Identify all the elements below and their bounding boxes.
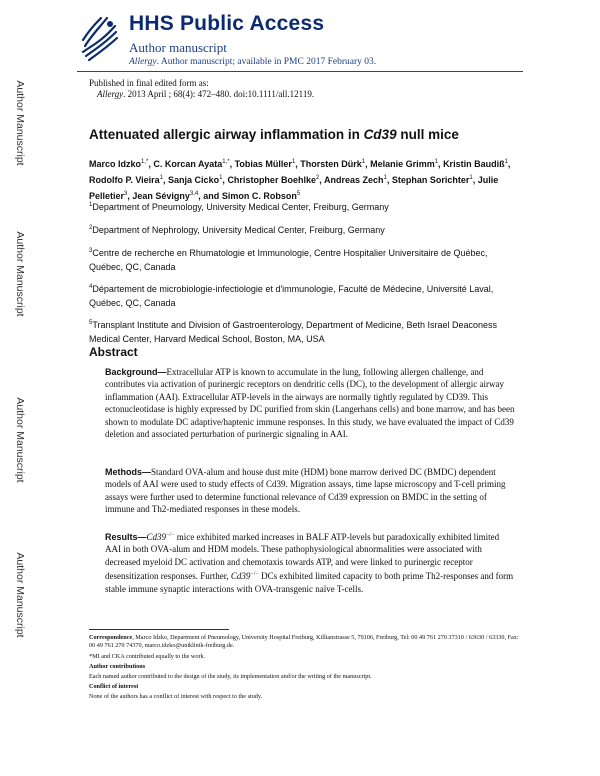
published-as: Published in final edited form as: bbox=[89, 78, 209, 88]
hhs-eagle-logo-icon bbox=[77, 12, 121, 66]
author-name: Tobias Müller$^1$ bbox=[234, 159, 296, 169]
citation-details: . 2013 April ; 68(4): 472–480. doi:10.1111/all.12119. bbox=[123, 89, 315, 99]
abstract-heading: Abstract bbox=[89, 345, 138, 359]
conflict-heading: Conflict of interest bbox=[89, 683, 139, 690]
author-name: Jean Sévigny$^{3,4}$ bbox=[132, 191, 199, 201]
author-name: Simon C. Robson$^5$ bbox=[221, 191, 301, 201]
affiliation: $^3$Centre de recherche en Rhumatologie et Immunologie, Centre Hospitalier Universitaire de Québec, Québec, QC, Canada bbox=[89, 248, 488, 272]
availability-text: . Author manuscript; available in PMC 2017 February 03. bbox=[156, 57, 377, 67]
sidebar-label-3: Author Manuscript bbox=[14, 397, 26, 483]
author-name: Marco Idzko$^{1,*}$ bbox=[89, 159, 149, 169]
contributions-text: Each named author contributed to the design of the study, its implementation and/or the writing of the manuscript. bbox=[89, 673, 372, 680]
conflict-text: None of the authors has a conflict of interest with respect to the study. bbox=[89, 693, 263, 700]
authors-and: and bbox=[203, 191, 220, 201]
contributions-heading: Author contributions bbox=[89, 663, 146, 670]
author-name: Rodolfo P. Vieira$^1$ bbox=[89, 175, 164, 185]
sidebar-label-4: Author Manuscript bbox=[14, 552, 26, 638]
author-name: Sanja Cicko$^1$ bbox=[168, 175, 223, 185]
author-name: Julie Pelletier$^3$ bbox=[89, 175, 499, 201]
author-name: Stephan Sorichter$^1$ bbox=[391, 175, 473, 185]
citation bbox=[97, 89, 314, 99]
sidebar-label-1: Author Manuscript bbox=[14, 80, 26, 166]
affiliation: $^1$Department of Pneumology, University Medical Center, Freiburg, Germany bbox=[89, 202, 389, 212]
abstract-results: Results—Cd39−/− mice exhibited marked increases in BALF ATP-levels but paradoxically exhibited limited AAI in both OVA-alum and HDM models. These pathophysiological abnormalities were associated with decreased myeloid DC activation and chemotaxis towards ATP, and were linked to purinergic receptor desensitization responses. Further, Cd39−/− DCs exhibited limited capacity to both prime Th2-responses and form stable immune synaptic interactions with OVA-transgenic naïve T-cells. bbox=[105, 532, 514, 594]
author-name: Kristin Baudiß$^1$ bbox=[443, 159, 508, 169]
journal-name: Allergy bbox=[129, 57, 157, 67]
abstract-methods bbox=[105, 466, 515, 516]
sidebar-label-2: Author Manuscript bbox=[14, 231, 26, 317]
article-title: Attenuated allergic airway inflammation in Cd39 null mice bbox=[89, 127, 459, 142]
author-name: C. Korcan Ayata$^{1,*}$ bbox=[153, 159, 230, 169]
author-name: Thorsten Dürk$^1$ bbox=[300, 159, 366, 169]
methods-label: Methods— bbox=[105, 467, 151, 477]
citation-journal: Allergy bbox=[97, 89, 124, 99]
results-label: Results— bbox=[105, 532, 147, 542]
affiliation: $^5$Transplant Institute and Division of Gastroenterology, Department of Medicine, Beth Israel Deaconess Medical Center, Harvard Medical School, Boston, MA, USA bbox=[89, 320, 498, 344]
affiliation: $^2$Department of Nephrology, University Medical Center, Freiburg, Germany bbox=[89, 225, 385, 235]
methods-text: Standard OVA-alum and house dust mite (HDM) bone marrow derived DC (BMDC) dependent models of AAI were used to study effects of Cd39. Migration assays, time lapse microscopy and T-cell priming assays were further used to determine functional relevance of Cd39 expression on BMDC in the setting of immune and Th2-mediated responses in these models. bbox=[105, 467, 506, 515]
abstract-background bbox=[105, 366, 515, 440]
manuscript-subtitle: Author manuscript bbox=[129, 40, 227, 55]
author-name: Andreas Zech$^1$ bbox=[323, 175, 387, 185]
affiliation: $^4$Département de microbiologie-infectiologie et d'immunologie, Faculté de Médecine, Université Laval, Québec, QC, Canada bbox=[89, 284, 494, 308]
correspondence-note: Correspondence, Marco Idzko, Department of Pneumology, University Hospital Freiburg, Killianstrasse 5, 79106, Freiburg, Tel: 00 49 761 270 37310 / 63630 / 63330, Fax: 00 49 761 270 74370, marco.idzko@uniklinik-freiburg.de. bbox=[89, 634, 519, 650]
brand-title: HHS Public Access bbox=[129, 12, 325, 35]
author-list: Marco Idzko$^{1,*}$, C. Korcan Ayata$^{1,*}$, Tobias Müller$^1$, Thorsten Dürk$^1$, Melanie Grimm$^1$, Kristin Baudiß$^1$, Rodolfo P. Vieira$^1$, Sanja Cicko$^1$, Christopher Boehlke$^2$, Andreas Zech$^1$, Stephan Sorichter$^1$, Julie Pelletier$^3$, Jean Sévigny$^{3,4}$, and Simon C. Robson$^5$ bbox=[89, 159, 511, 201]
footnote-divider bbox=[89, 629, 229, 630]
author-name: Christopher Boehlke$^2$ bbox=[227, 175, 320, 185]
availability-line bbox=[129, 57, 376, 67]
equal-contribution-note: *MI and CKA contributed equally to the work. bbox=[89, 653, 206, 660]
author-name: Melanie Grimm$^1$ bbox=[370, 159, 439, 169]
background-text: Extracellular ATP is known to accumulate in the lung, following allergen challenge, and contributes via activation of purinergic receptors on dendritic cells (DC), to the development of allergic airway inflammation (AAI). Extracellular ATP-levels in the airways are normally tightly regulated by CD39. This ectonucleotidase is highly expressed by DC purified from skin (Langerhans cells) and bone marrow, and has been shown to modulate DC adaptive/haptenic immune responses. In this study, we have evaluated the impact of Cd39 deletion and associated perturbation of purinergic signaling in AAI. bbox=[105, 367, 515, 440]
background-label: Background— bbox=[105, 367, 167, 377]
header-divider bbox=[77, 71, 523, 72]
